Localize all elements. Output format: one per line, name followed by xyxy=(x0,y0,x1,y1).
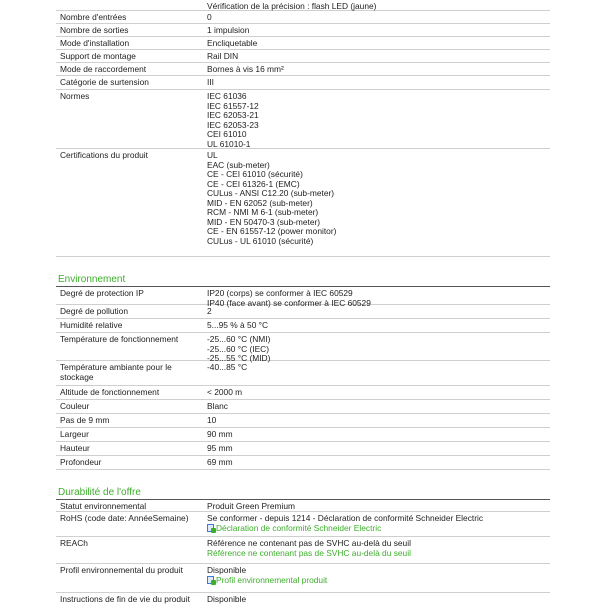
eol-value: Disponible xyxy=(207,594,247,604)
table-row xyxy=(56,414,550,428)
row-value xyxy=(203,400,550,412)
value-line: Blanc xyxy=(207,401,228,411)
value-line: -40...85 °C xyxy=(207,362,248,372)
row-label: Mode d'installation xyxy=(60,38,130,48)
table-row xyxy=(56,361,550,386)
table-row xyxy=(56,319,550,333)
value-line: Encliquetable xyxy=(207,38,258,48)
row-label: Certifications du produit xyxy=(60,150,148,160)
profile-link[interactable] xyxy=(207,576,550,586)
table-row xyxy=(56,11,550,24)
row-value xyxy=(203,24,550,36)
row-value xyxy=(203,456,550,468)
product-datasheet xyxy=(56,0,550,607)
row-label: Nombre d'entrées xyxy=(60,12,127,22)
value-line: MID - EN 62052 (sub-meter) xyxy=(207,197,313,208)
table-row xyxy=(56,386,550,400)
table-row xyxy=(56,333,550,361)
row-label: Pas de 9 mm xyxy=(60,415,110,425)
row-label: Degré de protection IP xyxy=(60,288,144,298)
value-line: IP20 (corps) se conformer à IEC 60529 xyxy=(207,288,353,298)
environment-table xyxy=(56,287,550,470)
durability-title: Durabilité de l'offre xyxy=(56,487,550,500)
value-line: IEC 62053-21 xyxy=(207,110,259,120)
table-row xyxy=(56,37,550,50)
table-row xyxy=(56,76,550,90)
profile-row xyxy=(56,564,550,593)
rohs-link-text[interactable]: Déclaration de conformité Schneider Electric xyxy=(216,522,382,533)
value-line: -25...55 °C (MID) xyxy=(207,353,271,363)
row-value xyxy=(203,386,550,398)
row-label: Largeur xyxy=(60,429,89,439)
characteristics-table xyxy=(56,11,550,257)
row-value xyxy=(203,63,550,75)
profile-label: Profil environnemental du produit xyxy=(60,565,183,575)
value-line: CEI 61010 xyxy=(207,129,247,139)
status-label: Statut environnemental xyxy=(60,501,147,511)
document-icon xyxy=(207,576,214,584)
row-value xyxy=(203,90,550,149)
value-line: 10 xyxy=(207,415,217,425)
value-line: 1 impulsion xyxy=(207,25,250,35)
value-line: 90 mm xyxy=(207,429,233,439)
reach-value: Référence ne contenant pas de SVHC au-delà du seuil xyxy=(207,538,411,548)
row-value xyxy=(203,428,550,440)
table-row xyxy=(56,442,550,456)
value-line: IEC 62053-23 xyxy=(207,119,259,130)
reach-green-text: Référence ne contenant pas de SVHC au-delà du seuil xyxy=(207,547,411,558)
value-line: 5...95 % à 50 °C xyxy=(207,320,269,330)
row-label: Nombre de sorties xyxy=(60,25,129,35)
top-value: Vérification de la précision : flash LED (jaune) xyxy=(207,1,377,11)
value-line: -25...60 °C (IEC) xyxy=(207,343,269,354)
value-line: 0 xyxy=(207,12,212,22)
row-label: Mode de raccordement xyxy=(60,64,147,74)
status-row xyxy=(56,500,550,512)
value-line: 2 xyxy=(207,306,212,316)
rohs-declaration-link[interactable] xyxy=(207,524,550,534)
row-value xyxy=(203,305,550,317)
profile-value: Disponible xyxy=(207,565,247,575)
value-line: IEC 61557-12 xyxy=(207,100,259,111)
row-label: Normes xyxy=(60,91,90,101)
row-label: Altitude de fonctionnement xyxy=(60,387,160,397)
table-row xyxy=(56,287,550,308)
value-line: 69 mm xyxy=(207,457,233,467)
value-line: III xyxy=(207,77,214,87)
row-value xyxy=(203,414,550,426)
eol-label: Instructions de fin de vie du produit xyxy=(60,594,190,604)
row-value xyxy=(203,333,550,364)
value-line: UL 61010-1 xyxy=(207,138,251,149)
row-label: Profondeur xyxy=(60,457,102,467)
value-line: CE - EN 61557-12 (power monitor) xyxy=(207,226,337,236)
row-value xyxy=(203,442,550,454)
row-label: Humidité relative xyxy=(60,320,123,330)
value-line: EAC (sub-meter) xyxy=(207,159,270,170)
row-label: Couleur xyxy=(60,401,90,411)
row-label: Température ambiante pour le stockage xyxy=(60,362,172,382)
table-row xyxy=(56,63,550,76)
value-line: MID - EN 50470-3 (sub-meter) xyxy=(207,216,321,227)
row-value xyxy=(203,50,550,62)
table-row xyxy=(56,428,550,442)
table-row xyxy=(56,305,550,319)
row-label: Température de fonctionnement xyxy=(60,334,179,344)
table-row xyxy=(56,456,550,470)
row-value xyxy=(203,149,550,246)
value-line: RCM - NMI M 6-1 (sub-meter) xyxy=(207,207,319,217)
value-line: Bornes à vis 16 mm² xyxy=(207,64,284,74)
table-row xyxy=(56,149,550,257)
row-value xyxy=(203,319,550,331)
environment-title: Environnement xyxy=(56,274,550,287)
value-line: CE - CEI 61010 (sécurité) xyxy=(207,169,303,179)
table-row xyxy=(56,400,550,414)
value-line: UL xyxy=(207,150,218,160)
document-icon xyxy=(207,524,214,532)
rohs-label: RoHS (code date: AnnéeSemaine) xyxy=(60,513,189,523)
value-line: 95 mm xyxy=(207,443,233,453)
value-line: CULus - ANSI C12.20 (sub-meter) xyxy=(207,188,335,198)
table-row xyxy=(56,50,550,63)
rohs-value: Se conformer - depuis 1214 - Déclaration de conformité Schneider Electric xyxy=(207,513,484,523)
reach-row xyxy=(56,537,550,564)
top-value-row xyxy=(56,0,550,11)
rohs-row xyxy=(56,512,550,537)
row-label: Degré de pollution xyxy=(60,306,128,316)
row-value xyxy=(203,361,550,373)
table-row xyxy=(56,90,550,149)
eol-row xyxy=(56,593,550,607)
value-line: IP40 (face avant) se conformer à IEC 60529 xyxy=(207,297,371,308)
row-value xyxy=(203,11,550,23)
value-line: CE - CEI 61326-1 (EMC) xyxy=(207,178,300,189)
row-value xyxy=(203,37,550,49)
table-row xyxy=(56,24,550,37)
row-label: Support de montage xyxy=(60,51,136,61)
value-line: IEC 61036 xyxy=(207,91,247,101)
value-line: CULus - UL 61010 (sécurité) xyxy=(207,235,314,246)
value-line: -25...60 °C (NMI) xyxy=(207,334,271,344)
row-label: Hauteur xyxy=(60,443,90,453)
value-line: Rail DIN xyxy=(207,51,239,61)
reach-label: REACh xyxy=(60,538,88,548)
row-label: Catégorie de surtension xyxy=(60,77,149,87)
profile-link-text[interactable]: Profil environnemental produit xyxy=(216,574,328,585)
row-value xyxy=(203,76,550,88)
value-line: < 2000 m xyxy=(207,387,243,397)
status-value: Produit Green Premium xyxy=(207,501,295,511)
